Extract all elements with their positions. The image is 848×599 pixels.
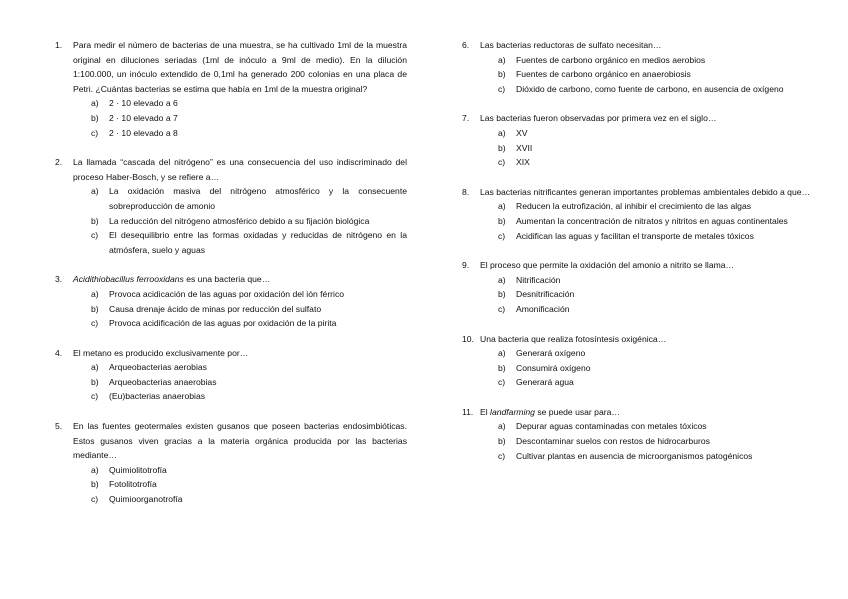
option-letter: a) [91,362,99,373]
option-text: Reducen la eutrofización, al inhibir el crecimiento de las algas [516,201,752,212]
option-text: XIX [516,157,530,168]
option-letter: c) [498,377,506,388]
option-text: Dióxido de carbono, como fuente de carbono, en ausencia de oxígeno [516,83,784,94]
option-a [73,360,407,375]
question-number: 11. [462,406,474,417]
option-letter: c) [91,127,99,138]
question-text: El metano es producido exclusivamente por… [73,347,249,358]
option-b [73,111,407,126]
question-11 [462,405,812,463]
option-letter: b) [498,436,506,447]
question-text: El proceso que permite la oxidación del amonio a nitrito se llama… [480,260,735,271]
question-number: 10. [462,333,474,344]
option-letter: a) [91,288,99,299]
option-letter: b) [91,376,99,387]
option-b [480,434,812,449]
question-text: Las bacterias nitrificantes generan importantes problemas ambientales debido a que… [480,186,811,197]
species-name: Acidithiobacillus ferrooxidans [73,274,184,285]
option-b [480,214,812,229]
option-letter: a) [498,201,506,212]
option-text: Quimioorganotrofía [109,494,183,505]
question-text: Una bacteria que realiza fotosíntesis oxigénica… [480,333,667,344]
option-text: Acidifican las aguas y facilitan el transporte de metales tóxicos [516,230,754,241]
option-letter: b) [498,362,506,373]
option-text: XV [516,127,528,138]
question-text [73,272,407,287]
option-text: La reducción del nitrógeno atmosférico debido a su fijación biológica [109,215,370,226]
option-letter: c) [91,230,99,241]
question-7 [462,111,812,169]
question-6 [462,38,812,96]
option-a [480,199,812,214]
option-a [73,184,407,213]
option-text: Desnitrificación [516,289,575,300]
question-text: Para medir el número de bacterias de una muestra, se ha cultivado 1ml de la muestra original en diluciones seriadas (1ml de inóculo a 9ml de medio). En la dilución 1:100.000, un inóculo extendido de 0,1ml ha generado 200 colonias en una placa de Petri. ¿Cuántas bacterias se estima que había en 1ml de la muestra original? [73,40,407,94]
option-text: Causa drenaje ácido de minas por reducción del sulfato [109,303,322,314]
option-b [480,287,812,302]
option-letter: c) [498,450,506,461]
option-c [480,82,812,97]
technique-name: landfarming [490,406,535,417]
question-text: Las bacterias reductoras de sulfato necesitan… [480,40,662,50]
question-text-rest: se puede usar para… [534,406,620,417]
left-column [55,38,407,522]
option-letter: b) [91,215,99,226]
option-c [73,126,407,141]
option-text: XVII [516,142,533,153]
option-text: Descontaminar suelos con restos de hidrocarburos [516,436,710,447]
option-a [480,346,812,361]
option-a [480,273,812,288]
option-letter: a) [498,421,506,432]
option-b [480,361,812,376]
option-letter: b) [91,479,99,490]
question-8 [462,185,812,243]
option-c [480,155,812,170]
option-b [73,477,407,492]
option-letter: a) [91,98,99,109]
option-text: El desequilibrio entre las formas oxidadas y reducidas de nitrógeno en la atmósfera, suelo y aguas [109,230,407,255]
option-text: Cultivar plantas en ausencia de microorganismos patogénicos [516,450,753,461]
option-c [73,228,407,257]
question-number: 4. [55,347,63,358]
option-b [73,375,407,390]
question-text-prefix: El [480,406,491,417]
question-text-rest: es una bacteria que… [183,274,271,285]
option-letter: b) [91,112,99,123]
option-c [480,375,812,390]
option-text: La oxidación masiva del nitrógeno atmosférico y la consecuente sobreproducción de amonio [109,186,407,211]
question-9 [462,258,812,316]
question-4 [55,346,407,404]
option-b [73,214,407,229]
question-number: 8. [462,186,470,197]
option-letter: c) [91,391,99,402]
option-text: Fotolitotrofía [109,479,157,490]
option-text: Consumirá oxígeno [516,362,591,373]
option-letter: b) [498,215,506,226]
option-text: Provoca acidificación de las aguas por oxidación de la pirita [109,318,337,329]
option-c [480,302,812,317]
option-text: Arqueobacterias aerobias [109,362,207,373]
option-text: 2 · 10 elevado a 7 [109,112,178,123]
question-number: 2. [55,157,63,168]
question-1 [55,38,407,140]
option-a [480,419,812,434]
option-letter: c) [498,230,506,241]
option-text: Generará oxígeno [516,348,586,359]
question-number: 1. [55,40,63,50]
question-5 [55,419,407,507]
option-letter: c) [91,494,99,505]
option-c [73,492,407,507]
option-c [480,449,812,464]
option-letter: a) [498,54,506,65]
option-text: Depurar aguas contaminadas con metales tóxicos [516,421,707,432]
question-2 [55,155,407,257]
option-letter: c) [498,83,506,94]
question-number: 3. [55,274,63,285]
option-letter: b) [91,303,99,314]
question-number: 7. [462,113,470,124]
question-text: Las bacterias fueron observadas por primera vez en el siglo… [480,113,717,124]
question-number: 9. [462,260,470,271]
option-text: Fuentes de carbono orgánico en medios aerobios [516,54,706,65]
option-b [480,67,812,82]
option-letter: c) [91,318,99,329]
option-text: Aumentan la concentración de nitratos y nitritos en aguas continentales [516,215,788,226]
option-a [73,463,407,478]
option-a [480,126,812,141]
question-10 [462,332,812,390]
option-text: (Eu)bacterias anaerobias [109,391,206,402]
option-letter: a) [91,186,99,197]
option-text: Provoca acidicación de las aguas por oxidación del ión férrico [109,288,345,299]
question-3 [55,272,407,330]
option-text: 2 · 10 elevado a 6 [109,98,178,109]
option-a [73,96,407,111]
question-text [480,405,812,420]
option-text: 2 · 10 elevado a 8 [109,127,178,138]
option-c [73,389,407,404]
option-text: Generará agua [516,377,574,388]
option-b [480,141,812,156]
option-letter: c) [498,303,506,314]
option-letter: b) [498,142,506,153]
option-letter: a) [498,127,506,138]
question-number: 5. [55,421,63,432]
option-letter: b) [498,289,506,300]
option-letter: c) [498,157,506,168]
option-b [73,302,407,317]
option-letter: a) [91,464,99,475]
option-letter: a) [498,348,506,359]
question-text: En las fuentes geotermales existen gusanos que poseen bacterias endosimbióticas. Estos gusanos viven gracias a la materia orgánica producida por las bacterias mediante… [73,421,407,461]
option-text: Quimiolitotrofía [109,464,167,475]
right-column [462,38,812,478]
option-a [73,287,407,302]
question-text: La llamada “cascada del nitrógeno” es una consecuencia del uso indiscriminado del proceso Haber-Bosch, y se refiere a… [73,157,407,182]
option-letter: a) [498,274,506,285]
option-text: Arqueobacterias anaerobias [109,376,217,387]
option-a [480,53,812,68]
option-c [73,316,407,331]
question-number: 6. [462,40,470,50]
option-text: Nitrificación [516,274,561,285]
option-text: Fuentes de carbono orgánico en anaerobiosis [516,69,691,80]
option-c [480,229,812,244]
option-letter: b) [498,69,506,80]
option-text: Amonificación [516,303,570,314]
